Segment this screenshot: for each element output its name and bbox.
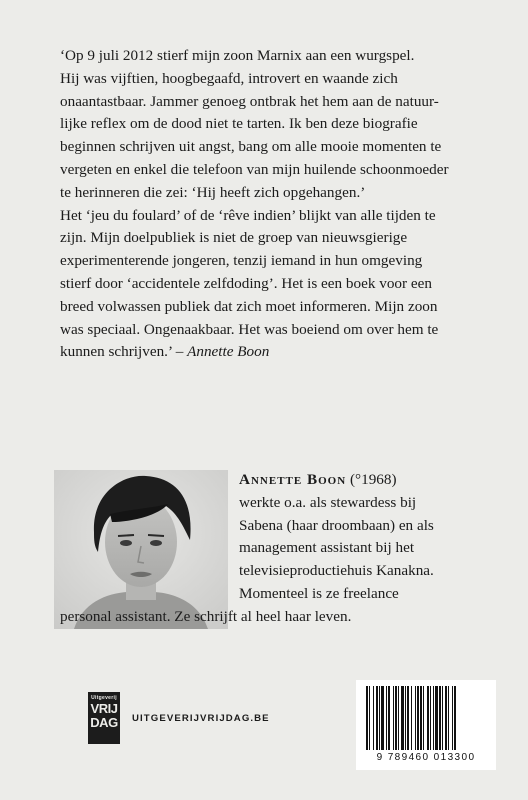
logo-line-1: VRIJ (90, 701, 118, 716)
barcode-bar (445, 686, 447, 750)
bio-line: Momenteel is ze freelance (239, 584, 399, 602)
blurb-line: breed volwassen publiek dat zich moet informeren. Mijn zoon (60, 297, 438, 315)
barcode-digits: 9 789460 013300 (376, 752, 476, 763)
barcode-bar (442, 686, 443, 750)
blurb-line: was speciaal. Ongenaakbaar. Het was boeiend om over hem te (60, 320, 439, 338)
barcode-bar (423, 686, 424, 750)
author-signature: Annette Boon (187, 343, 270, 361)
blurb-line: stierf door ‘accidentele zelfdoding’. Het is een boek voor een (60, 274, 432, 292)
barcode-bar (386, 686, 387, 750)
publisher-logo (88, 692, 120, 744)
bio-line: werkte o.a. als stewardess bij (239, 493, 417, 511)
barcode-bar (393, 686, 394, 750)
author-name: Annette Boon (239, 471, 347, 488)
blurb-line: onaantastbaar. Jammer genoeg ontbrak het hem aan de natuur- (60, 92, 439, 110)
logo-line-2: DAG (90, 715, 118, 730)
barcode-bar (448, 686, 449, 750)
blurb-line: experimenterende jongeren, tenzij iemand in hun omgeving (60, 252, 423, 270)
barcode-bar (411, 686, 412, 750)
barcode-bar (454, 686, 456, 750)
author-birth-year: (°1968) (346, 471, 397, 488)
barcode-bar (381, 686, 384, 750)
barcode-bar (452, 686, 453, 750)
blurb-line: zijn. Mijn doelpubliek is niet de groep van nieuwsgierige (60, 229, 408, 247)
barcode-bar (420, 686, 422, 750)
barcode-bar (435, 686, 438, 750)
blurb-line: ‘Op 9 juli 2012 stierf mijn zoon Marnix aan een wurgspel. (60, 47, 415, 64)
bio-heading (60, 469, 480, 492)
barcode-bar (401, 686, 404, 750)
barcode-bar (405, 686, 406, 750)
publisher-url: UITGEVERIJVRIJDAG.BE (132, 713, 270, 724)
blurb-line: lijke reflex om de dood niet te tarten. Ik ben deze biografie (60, 115, 418, 133)
barcode-bar (388, 686, 390, 750)
logo-small-text: Uitgeverij (91, 695, 117, 701)
bio-last-line: personal assistant. Ze schrijft al heel haar leven. (60, 607, 352, 625)
blurb-line: kunnen schrijven.’ – (60, 343, 188, 361)
blurb-line: vergeten en enkel die telefoon van mijn huilende schoonmoeder (60, 160, 449, 178)
barcode-bar (369, 686, 370, 750)
blurb-line: Het ‘jeu du foulard’ of de ‘rêve indien’ blijkt van alle tijden te (60, 206, 436, 224)
bio-line: management assistant bij het (239, 539, 415, 557)
barcode-bar (439, 686, 441, 750)
barcode-bar (373, 686, 374, 750)
back-cover-blurb (60, 45, 470, 364)
barcode-bar (376, 686, 378, 750)
isbn-barcode (356, 680, 496, 770)
bio-line: Sabena (haar droombaan) en als (239, 516, 434, 534)
barcode-bar (433, 686, 434, 750)
blurb-last-line (60, 341, 470, 364)
blurb-line: beginnen schrijven uit angst, bang om alle mooie momenten te (60, 138, 442, 156)
author-bio (60, 469, 480, 629)
barcode-bar (407, 686, 409, 750)
barcode-bar (395, 686, 397, 750)
barcode-bar (398, 686, 399, 750)
bio-line: televisieproductiehuis Kanakna. (239, 562, 434, 580)
barcode-bar (430, 686, 431, 750)
barcode-bar (366, 686, 368, 750)
blurb-line: te herinneren die zei: ‘Hij heeft zich opgehangen.’ (60, 183, 366, 201)
barcode-bar (417, 686, 419, 750)
barcode-bar (415, 686, 416, 750)
blurb-line: Hij was vijftien, hoogbegaafd, introvert en waande zich (60, 69, 398, 87)
barcode-bar (379, 686, 380, 750)
barcode-bars (366, 686, 486, 750)
barcode-bar (427, 686, 429, 750)
